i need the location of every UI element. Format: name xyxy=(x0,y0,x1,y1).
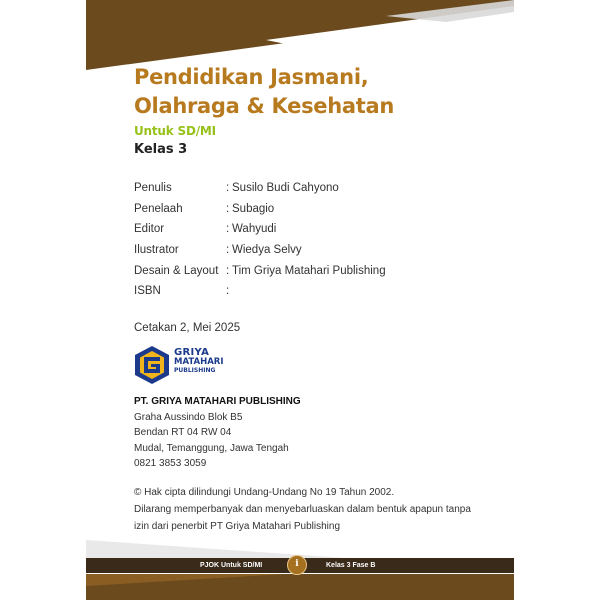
book-title-line2: Olahraga & Kesehatan xyxy=(134,94,395,118)
copyright-line3: izin dari penerbit PT Griya Matahari Publishing xyxy=(134,521,341,532)
publisher-name: PT. GRIYA MATAHARI PUBLISHING xyxy=(134,396,301,407)
book-page xyxy=(86,0,514,600)
credit-row-ilustrator xyxy=(134,240,386,261)
publisher-address-line2: Bendan RT 04 RW 04 xyxy=(134,427,232,439)
credits-list xyxy=(134,178,386,302)
credit-row-editor xyxy=(134,219,386,240)
credit-label: Penelaah xyxy=(134,202,183,215)
credit-row-desain-layout xyxy=(134,260,386,281)
logo-line2: MATAHARI xyxy=(174,356,224,367)
book-title-line1: Pendidikan Jasmani, xyxy=(134,65,369,89)
credit-separator: : xyxy=(226,285,230,298)
publisher-phone: 0821 3853 3059 xyxy=(134,458,207,470)
credit-value: Susilo Budi Cahyono xyxy=(232,182,339,195)
logo-wordmark xyxy=(174,348,224,375)
page-number-badge: i xyxy=(287,555,307,575)
copyright-notice xyxy=(134,484,471,535)
credit-value: Tim Griya Matahari Publishing xyxy=(232,264,386,277)
credit-separator: : xyxy=(226,202,230,215)
logo-line1: GRIYA xyxy=(174,347,210,358)
credit-row-penelaah xyxy=(134,199,386,220)
publisher-address-line3: Mudal, Temanggung, Jawa Tengah xyxy=(134,442,289,454)
credit-separator: : xyxy=(226,182,230,195)
publisher-address-line1: Graha Aussindo Blok B5 xyxy=(134,411,243,423)
credit-separator: : xyxy=(226,264,230,277)
credit-value: Wahyudi xyxy=(232,223,277,236)
credit-label: Desain & Layout xyxy=(134,264,219,277)
copyright-line1: © Hak cipta dilindungi Undang-Undang No 19 Tahun 2002. xyxy=(134,487,395,498)
edition-text: Cetakan 2, Mei 2025 xyxy=(134,322,241,334)
footer-gray-shape xyxy=(86,540,346,558)
publisher-info xyxy=(134,394,301,472)
griya-logo-icon xyxy=(134,345,170,385)
footer-right-label: Kelas 3 Fase B xyxy=(326,562,376,569)
credit-value: Wiedya Selvy xyxy=(232,244,302,257)
credit-value: Subagio xyxy=(232,202,275,215)
top-decorative-band xyxy=(86,0,514,70)
credit-separator: : xyxy=(226,244,230,257)
publisher-logo xyxy=(134,345,254,387)
credit-row-penulis xyxy=(134,178,386,199)
book-grade: Kelas 3 xyxy=(134,142,188,157)
credit-label: Editor xyxy=(134,223,165,236)
footer-left-label: PJOK Untuk SD/MI xyxy=(200,562,263,569)
credit-separator: : xyxy=(226,223,230,236)
credit-label: Penulis xyxy=(134,182,172,195)
logo-line3: PUBLISHING xyxy=(174,367,216,374)
book-title xyxy=(134,63,394,121)
copyright-line2: Dilarang memperbanyak dan menyebarluaskan dalam bentuk apapun tanpa xyxy=(134,504,471,515)
book-subtitle: Untuk SD/MI xyxy=(134,124,216,138)
credit-label: ISBN xyxy=(134,285,161,298)
credit-row-isbn xyxy=(134,281,386,302)
credit-label: Ilustrator xyxy=(134,244,179,257)
